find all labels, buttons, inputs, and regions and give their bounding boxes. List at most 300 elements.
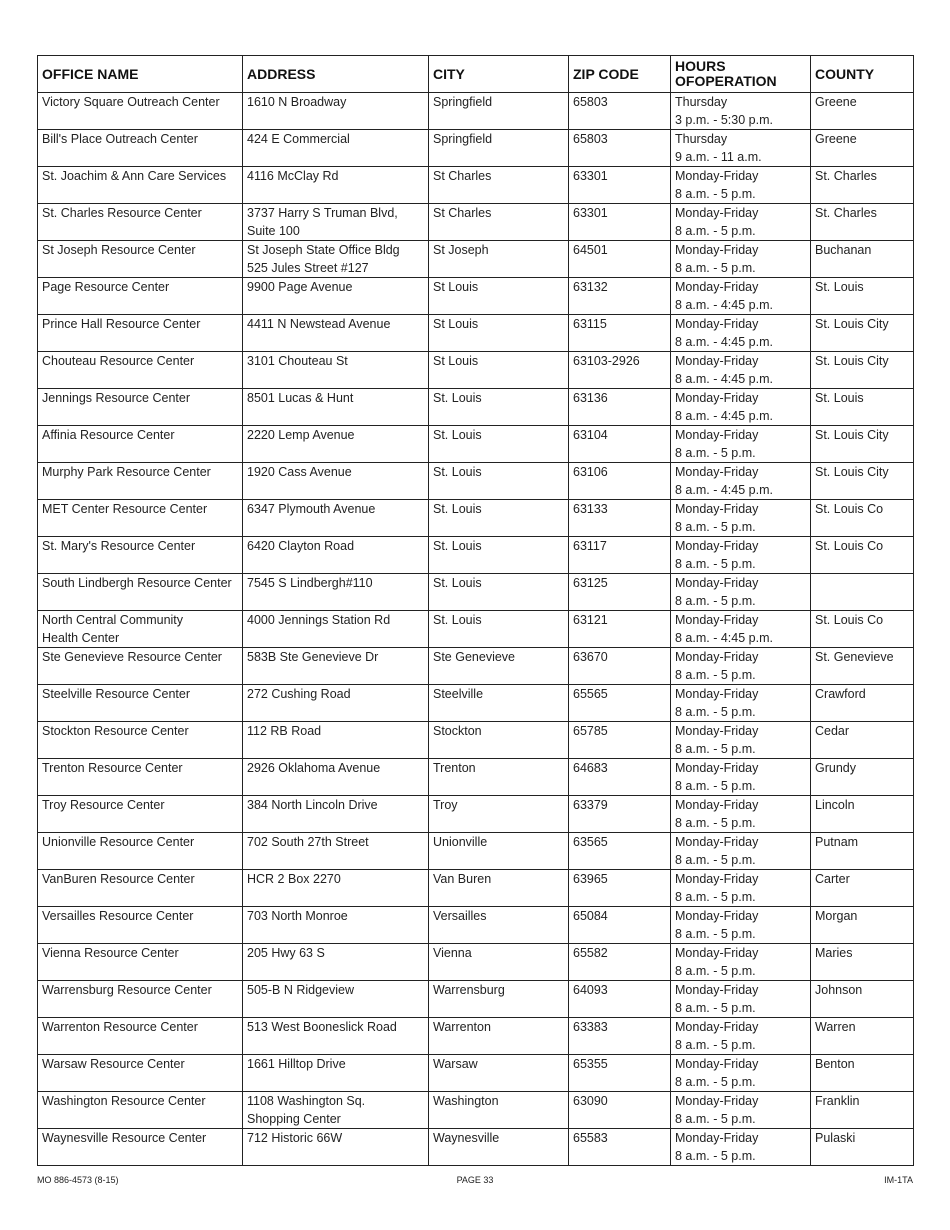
office-name-line: Page Resource Center [42,280,170,294]
address-line: 513 West Booneslick Road [247,1020,397,1034]
hours-line: 8 a.m. - 5 p.m. [675,557,756,571]
cell-city: St. Louis [429,611,569,648]
cell-county: Franklin [811,1092,914,1129]
office-name-line: Washington Resource Center [42,1094,206,1108]
hours-line: 8 a.m. - 5 p.m. [675,1112,756,1126]
address-line: 505-B N Ridgeview [247,983,354,997]
header-office-name: OFFICE NAME [38,56,243,93]
cell-city: Unionville [429,833,569,870]
address-line: 525 Jules Street #127 [247,261,369,275]
cell-county: St. Louis [811,278,914,315]
table-row [38,167,914,204]
hours-line: Monday-Friday [675,576,759,590]
cell-county: Warren [811,1018,914,1055]
hours-line: 8 a.m. - 4:45 p.m. [675,409,773,423]
cell-office-name [38,241,243,278]
hours-line: Monday-Friday [675,206,759,220]
table-row [38,944,914,981]
hours-line: Monday-Friday [675,613,759,627]
cell-city: St. Louis [429,574,569,611]
cell-address [243,315,429,352]
address-line: 7545 S Lindbergh#110 [247,576,373,590]
address-line: 2220 Lemp Avenue [247,428,355,442]
cell-hours [671,463,811,500]
hours-line: Monday-Friday [675,909,759,923]
hours-line: Monday-Friday [675,428,759,442]
table-row [38,870,914,907]
cell-address [243,463,429,500]
cell-county: Johnson [811,981,914,1018]
cell-address [243,352,429,389]
table-row [38,463,914,500]
cell-zip-code: 63132 [569,278,671,315]
cell-address [243,426,429,463]
address-line: 272 Cushing Road [247,687,351,701]
address-line: 4116 McClay Rd [247,169,339,183]
cell-hours [671,611,811,648]
cell-address [243,537,429,574]
hours-line: Monday-Friday [675,280,759,294]
cell-zip-code: 63125 [569,574,671,611]
address-line: 1661 Hilltop Drive [247,1057,346,1071]
office-name-line: Ste Genevieve Resource Center [42,650,222,664]
office-name-line: VanBuren Resource Center [42,872,195,886]
cell-county: St. Louis [811,389,914,426]
hours-line: 8 a.m. - 5 p.m. [675,224,756,238]
cell-office-name [38,1018,243,1055]
cell-office-name [38,944,243,981]
cell-zip-code: 63121 [569,611,671,648]
address-line: 1610 N Broadway [247,95,347,109]
cell-city: St Louis [429,352,569,389]
hours-line: 8 a.m. - 5 p.m. [675,261,756,275]
table-row [38,833,914,870]
cell-city: St Joseph [429,241,569,278]
cell-zip-code: 64683 [569,759,671,796]
cell-office-name [38,759,243,796]
cell-zip-code: 63090 [569,1092,671,1129]
cell-county: St. Louis Co [811,500,914,537]
cell-office-name [38,315,243,352]
cell-county: Buchanan [811,241,914,278]
office-name-line: Unionville Resource Center [42,835,195,849]
cell-zip-code: 64501 [569,241,671,278]
cell-city: Van Buren [429,870,569,907]
hours-line: 8 a.m. - 4:45 p.m. [675,298,773,312]
cell-county: Grundy [811,759,914,796]
cell-address [243,1092,429,1129]
address-line: 8501 Lucas & Hunt [247,391,354,405]
cell-county: Cedar [811,722,914,759]
header-zip-code: ZIP CODE [569,56,671,93]
hours-line: Monday-Friday [675,1131,759,1145]
table-row [38,1018,914,1055]
cell-office-name [38,500,243,537]
office-name-line: South Lindbergh Resource Center [42,576,232,590]
cell-office-name [38,1055,243,1092]
hours-line: Monday-Friday [675,1020,759,1034]
cell-hours [671,759,811,796]
hours-line: Monday-Friday [675,687,759,701]
cell-county: Greene [811,130,914,167]
cell-county: Crawford [811,685,914,722]
address-line: 3101 Chouteau St [247,354,348,368]
cell-hours [671,130,811,167]
cell-county: Putnam [811,833,914,870]
address-line: 9900 Page Avenue [247,280,353,294]
cell-office-name [38,352,243,389]
header-hours-of-operation [671,56,811,93]
cell-zip-code: 65803 [569,130,671,167]
cell-address [243,1018,429,1055]
address-line: 6420 Clayton Road [247,539,355,553]
cell-county: Lincoln [811,796,914,833]
hours-line: Monday-Friday [675,650,759,664]
cell-hours [671,426,811,463]
hours-line: 8 a.m. - 5 p.m. [675,816,756,830]
hours-line: Monday-Friday [675,724,759,738]
office-name-line: Prince Hall Resource Center [42,317,201,331]
cell-hours [671,352,811,389]
office-name-line: Vienna Resource Center [42,946,179,960]
cell-county: St. Charles [811,167,914,204]
cell-office-name [38,389,243,426]
cell-office-name [38,278,243,315]
cell-hours [671,204,811,241]
cell-address [243,833,429,870]
cell-county: St. Louis City [811,315,914,352]
office-name-line: Waynesville Resource Center [42,1131,207,1145]
hours-line: Monday-Friday [675,502,759,516]
office-locations-table [37,55,914,1166]
office-name-line: Health Center [42,631,120,645]
cell-office-name [38,722,243,759]
cell-hours [671,722,811,759]
table-row [38,1092,914,1129]
cell-office-name [38,833,243,870]
table-row [38,93,914,130]
hours-line: 9 a.m. - 11 a.m. [675,150,762,164]
hours-line: 8 a.m. - 5 p.m. [675,446,756,460]
cell-zip-code: 63965 [569,870,671,907]
cell-county: St. Louis Co [811,611,914,648]
cell-hours [671,981,811,1018]
office-name-line: Murphy Park Resource Center [42,465,211,479]
cell-address [243,981,429,1018]
hours-line: Thursday [675,132,728,146]
cell-city: Steelville [429,685,569,722]
cell-hours [671,833,811,870]
cell-office-name [38,1129,243,1166]
cell-hours [671,537,811,574]
hours-line: 3 p.m. - 5:30 p.m. [675,113,773,127]
address-line: Shopping Center [247,1112,341,1126]
form-number: MO 886-4573 (8-15) [37,1175,119,1185]
header-hours-line-1: HOURS OF [675,58,726,89]
cell-zip-code: 64093 [569,981,671,1018]
cell-city: St Louis [429,278,569,315]
cell-zip-code: 65785 [569,722,671,759]
cell-office-name [38,981,243,1018]
cell-address [243,759,429,796]
address-line: 1108 Washington Sq. [247,1094,366,1108]
cell-address [243,93,429,130]
hours-line: Monday-Friday [675,1094,759,1108]
cell-city: Stockton [429,722,569,759]
hours-line: 8 a.m. - 5 p.m. [675,1075,756,1089]
cell-hours [671,574,811,611]
cell-zip-code: 63115 [569,315,671,352]
cell-hours [671,93,811,130]
address-line: 205 Hwy 63 S [247,946,325,960]
table-row [38,907,914,944]
cell-city: Warrensburg [429,981,569,1018]
cell-address [243,130,429,167]
address-line: 702 South 27th Street [247,835,369,849]
cell-county: Benton [811,1055,914,1092]
address-line: 583B Ste Genevieve Dr [247,650,379,664]
hours-line: Monday-Friday [675,243,759,257]
table-row [38,1129,914,1166]
cell-city: Springfield [429,130,569,167]
page-number: PAGE 33 [456,1175,494,1185]
hours-line: 8 a.m. - 5 p.m. [675,853,756,867]
cell-address [243,389,429,426]
cell-city: St. Louis [429,537,569,574]
cell-office-name [38,574,243,611]
hours-line: Monday-Friday [675,391,759,405]
cell-county: St. Louis City [811,426,914,463]
cell-office-name [38,648,243,685]
cell-zip-code: 63133 [569,500,671,537]
cell-zip-code: 63301 [569,204,671,241]
office-name-line: Warsaw Resource Center [42,1057,185,1071]
table-row [38,759,914,796]
office-name-line: Bill's Place Outreach Center [42,132,198,146]
hours-line: 8 a.m. - 5 p.m. [675,1038,756,1052]
cell-address [243,648,429,685]
cell-hours [671,167,811,204]
cell-county [811,574,914,611]
office-name-line: Troy Resource Center [42,798,165,812]
cell-address [243,796,429,833]
cell-address [243,574,429,611]
address-line: 703 North Monroe [247,909,348,923]
cell-address [243,611,429,648]
cell-address [243,278,429,315]
office-name-line: Victory Square Outreach Center [42,95,220,109]
hours-line: 8 a.m. - 4:45 p.m. [675,335,773,349]
table-row [38,204,914,241]
cell-zip-code: 63670 [569,648,671,685]
cell-zip-code: 63379 [569,796,671,833]
cell-county: Pulaski [811,1129,914,1166]
table-row [38,574,914,611]
hours-line: Monday-Friday [675,354,759,368]
cell-office-name [38,611,243,648]
cell-city: Waynesville [429,1129,569,1166]
table-row [38,426,914,463]
hours-line: 8 a.m. - 5 p.m. [675,742,756,756]
cell-address [243,685,429,722]
hours-line: 8 a.m. - 5 p.m. [675,668,756,682]
cell-address [243,1129,429,1166]
hours-line: 8 a.m. - 4:45 p.m. [675,372,773,386]
cell-county: Greene [811,93,914,130]
office-name-line: MET Center Resource Center [42,502,208,516]
cell-hours [671,500,811,537]
address-line: HCR 2 Box 2270 [247,872,341,886]
table-row [38,611,914,648]
cell-city: Versailles [429,907,569,944]
cell-city: Springfield [429,93,569,130]
cell-hours [671,796,811,833]
cell-county: St. Louis City [811,463,914,500]
cell-city: St Charles [429,167,569,204]
table-row [38,648,914,685]
cell-office-name [38,463,243,500]
office-name-line: North Central Community [42,613,184,627]
cell-address [243,167,429,204]
cell-office-name [38,685,243,722]
cell-zip-code: 63383 [569,1018,671,1055]
address-line: 2926 Oklahoma Avenue [247,761,381,775]
hours-line: 8 a.m. - 5 p.m. [675,779,756,793]
cell-city: Washington [429,1092,569,1129]
cell-address [243,1055,429,1092]
hours-line: 8 a.m. - 5 p.m. [675,964,756,978]
cell-address [243,907,429,944]
cell-hours [671,648,811,685]
table-row [38,389,914,426]
header-hours-line-2: OPERATION [694,73,777,89]
cell-city: Trenton [429,759,569,796]
address-line: St Joseph State Office Bldg [247,243,400,257]
hours-line: 8 a.m. - 5 p.m. [675,520,756,534]
cell-zip-code: 63103-2926 [569,352,671,389]
table-row [38,241,914,278]
cell-county: St. Louis Co [811,537,914,574]
cell-office-name [38,167,243,204]
cell-office-name [38,870,243,907]
cell-hours [671,278,811,315]
table-row [38,722,914,759]
address-line: 4411 N Newstead Avenue [247,317,391,331]
cell-hours [671,1092,811,1129]
hours-line: Monday-Friday [675,465,759,479]
office-name-line: Stockton Resource Center [42,724,189,738]
table-row [38,352,914,389]
hours-line: 8 a.m. - 5 p.m. [675,927,756,941]
cell-office-name [38,130,243,167]
table-body [38,93,914,1166]
cell-zip-code: 63565 [569,833,671,870]
hours-line: Monday-Friday [675,317,759,331]
cell-office-name [38,1092,243,1129]
cell-office-name [38,907,243,944]
hours-line: Monday-Friday [675,539,759,553]
address-line: 1920 Cass Avenue [247,465,352,479]
cell-hours [671,1129,811,1166]
table-header-row [38,56,914,93]
office-name-line: Trenton Resource Center [42,761,183,775]
table-row [38,500,914,537]
cell-city: St. Louis [429,500,569,537]
hours-line: Monday-Friday [675,169,759,183]
table-row [38,685,914,722]
hours-line: 8 a.m. - 4:45 p.m. [675,483,773,497]
cell-zip-code: 65803 [569,93,671,130]
hours-line: Monday-Friday [675,835,759,849]
address-line: Suite 100 [247,224,300,238]
cell-zip-code: 63136 [569,389,671,426]
address-line: 112 RB Road [247,724,322,738]
cell-hours [671,944,811,981]
address-line: 384 North Lincoln Drive [247,798,378,812]
cell-hours [671,315,811,352]
cell-city: Troy [429,796,569,833]
cell-office-name [38,537,243,574]
office-name-line: Steelville Resource Center [42,687,190,701]
office-name-line: St. Joachim & Ann Care Services [42,169,227,183]
cell-address [243,204,429,241]
cell-office-name [38,796,243,833]
address-line: 3737 Harry S Truman Blvd, [247,206,398,220]
address-line: 4000 Jennings Station Rd [247,613,391,627]
table-row [38,1055,914,1092]
cell-zip-code: 63106 [569,463,671,500]
cell-address [243,870,429,907]
address-line: 6347 Plymouth Avenue [247,502,376,516]
cell-zip-code: 65582 [569,944,671,981]
cell-zip-code: 65084 [569,907,671,944]
office-name-line: Warrensburg Resource Center [42,983,212,997]
cell-address [243,241,429,278]
cell-county: Maries [811,944,914,981]
cell-city: St Louis [429,315,569,352]
hours-line: Monday-Friday [675,761,759,775]
hours-line: Monday-Friday [675,946,759,960]
cell-hours [671,685,811,722]
cell-city: St Charles [429,204,569,241]
cell-city: Ste Genevieve [429,648,569,685]
table-row [38,537,914,574]
table-row [38,315,914,352]
form-code: IM-1TA [884,1175,913,1185]
hours-line: Monday-Friday [675,798,759,812]
cell-zip-code: 63301 [569,167,671,204]
hours-line: Monday-Friday [675,872,759,886]
hours-line: Monday-Friday [675,1057,759,1071]
cell-county: St. Charles [811,204,914,241]
hours-line: 8 a.m. - 5 p.m. [675,1001,756,1015]
cell-city: St. Louis [429,463,569,500]
cell-zip-code: 63117 [569,537,671,574]
cell-office-name [38,204,243,241]
office-name-line: Versailles Resource Center [42,909,194,923]
cell-city: Warrenton [429,1018,569,1055]
cell-zip-code: 65583 [569,1129,671,1166]
office-name-line: Warrenton Resource Center [42,1020,198,1034]
cell-city: St. Louis [429,426,569,463]
table-row [38,981,914,1018]
hours-line: 8 a.m. - 5 p.m. [675,705,756,719]
table-row [38,130,914,167]
cell-zip-code: 65565 [569,685,671,722]
hours-line: 8 a.m. - 4:45 p.m. [675,631,773,645]
office-name-line: St. Charles Resource Center [42,206,202,220]
cell-hours [671,1055,811,1092]
